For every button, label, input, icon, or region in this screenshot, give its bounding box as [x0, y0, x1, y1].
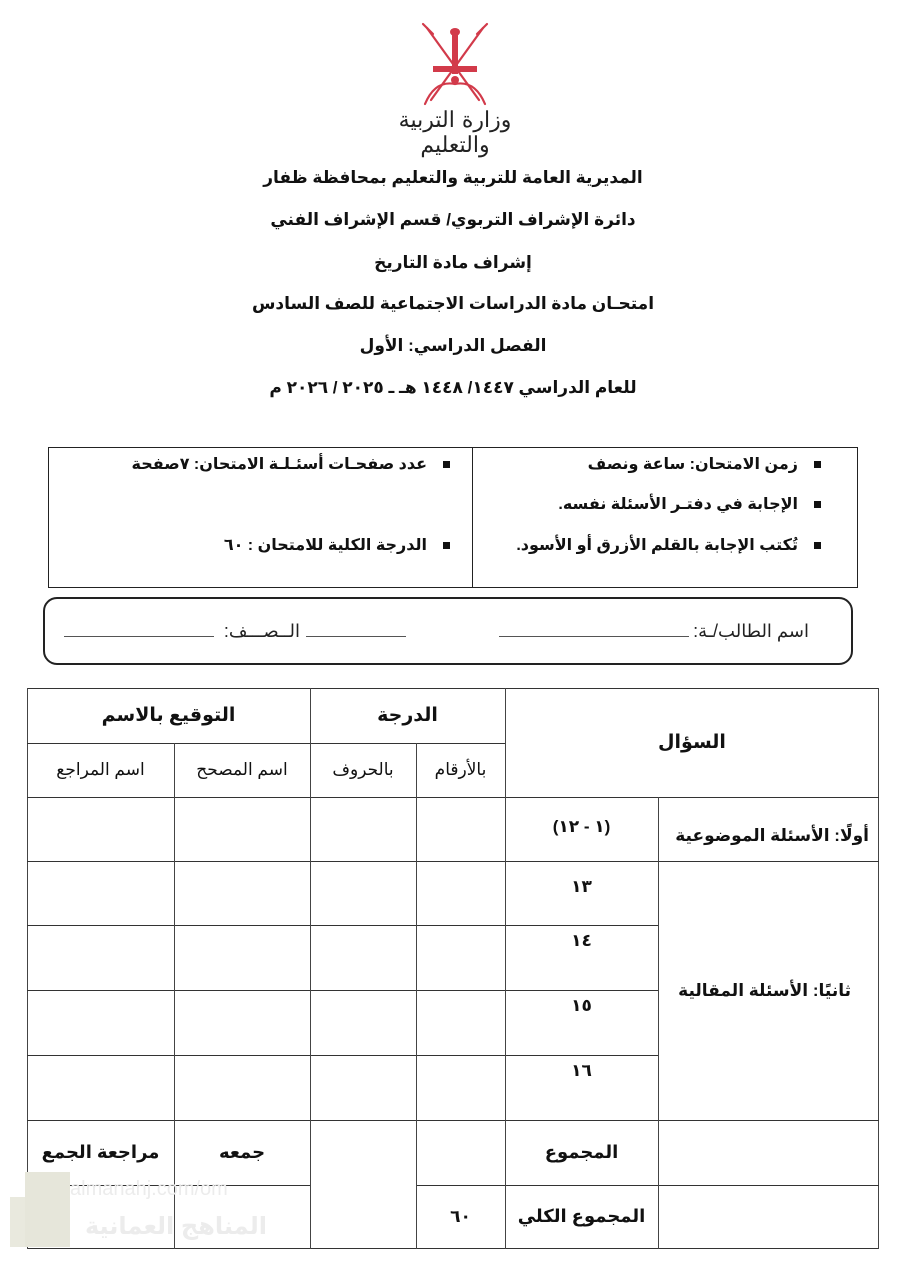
exam-title: امتحـان مادة الدراسات الاجتماعية للصف السادس	[251, 294, 655, 313]
student-name-field[interactable]	[499, 621, 809, 642]
info-item-duration: زمن الامتحان: ساعة ونصف	[588, 454, 821, 474]
directorate-title: المديرية العامة للتربية والتعليم بمحافظة ظفار	[263, 168, 643, 187]
bullet-icon	[814, 542, 821, 549]
ministry-logo-text: وزارة التربية والتعليم	[398, 108, 512, 158]
subheader-corrector: اسم المصحح	[196, 760, 288, 779]
table-border-bottom	[27, 1248, 879, 1249]
watermark-arabic: المناهج العمانية	[85, 1213, 267, 1240]
student-name-label: اسم الطالب/ـة:	[693, 621, 809, 641]
total-label: المجموع	[544, 1142, 619, 1162]
subheader-letters: بالحروف	[332, 760, 394, 779]
watermark-block	[25, 1172, 70, 1247]
essay-question-13: ١٣	[571, 877, 592, 896]
subheader-reviewer: اسم المراجع	[56, 760, 145, 779]
header-grade: الدرجة	[377, 705, 438, 726]
info-item-pen-color: تُكتب الإجابة بالقلم الأزرق أو الأسود.	[516, 535, 821, 555]
student-class-field[interactable]	[64, 621, 406, 642]
student-name-blank-cont	[306, 636, 406, 637]
academic-year: للعام الدراسي ١٤٤٧/ ١٤٤٨ هـ ـ ٢٠٢٥ / ٢٠٢٦ م	[269, 378, 637, 397]
table-col-divider	[416, 743, 417, 1249]
summed-by-label: جمعه	[218, 1142, 266, 1162]
info-item-answer-booklet: الإجابة في دفتـر الأسئلة نفسه.	[558, 494, 821, 514]
info-item-total-grade: الدرجة الكلية للامتحان : ٦٠	[224, 535, 450, 555]
exam-info-box	[48, 447, 858, 588]
subheader-numbers: بالأرقام	[434, 760, 487, 779]
student-class-label: الــصـــف:	[223, 621, 300, 641]
info-item-page-count: عدد صفحـات أسئـلـة الامتحان: ٧صفحة	[132, 454, 451, 474]
essay-question-14: ١٤	[571, 931, 592, 950]
grades-table	[27, 688, 879, 1249]
bullet-icon	[443, 542, 450, 549]
section-objective-range: (١ - ١٢)	[552, 817, 611, 836]
header-signature: التوقيع بالاسم	[101, 705, 236, 726]
semester: الفصل الدراسي: الأول	[359, 336, 547, 355]
essay-question-16: ١٦	[571, 1061, 592, 1080]
subject-supervision: إشراف مادة التاريخ	[374, 253, 532, 272]
grand-total-label: المجموع الكلي	[517, 1206, 646, 1226]
section-objective-label: أولًا: الأسئلة الموضوعية	[675, 826, 869, 845]
grand-total-value: ٦٠	[450, 1206, 471, 1226]
bullet-icon	[814, 461, 821, 468]
sum-review-label: مراجعة الجمع	[41, 1142, 160, 1162]
header-question: السؤال	[658, 732, 726, 753]
essay-question-15: ١٥	[571, 996, 592, 1015]
oman-emblem-icon	[405, 20, 505, 112]
watermark-url: almanahj.com/om	[70, 1178, 228, 1200]
student-class-blank[interactable]	[64, 636, 214, 637]
bullet-icon	[443, 461, 450, 468]
student-info-box	[43, 597, 853, 665]
bullet-icon	[814, 501, 821, 508]
department-title: دائرة الإشراف التربوي/ قسم الإشراف الفني	[270, 210, 636, 229]
exam-info-left	[49, 448, 472, 587]
exam-info-right	[472, 448, 857, 587]
section-essay-label: ثانيًا: الأسئلة المقالية	[678, 980, 851, 1000]
student-name-blank[interactable]	[499, 636, 689, 637]
